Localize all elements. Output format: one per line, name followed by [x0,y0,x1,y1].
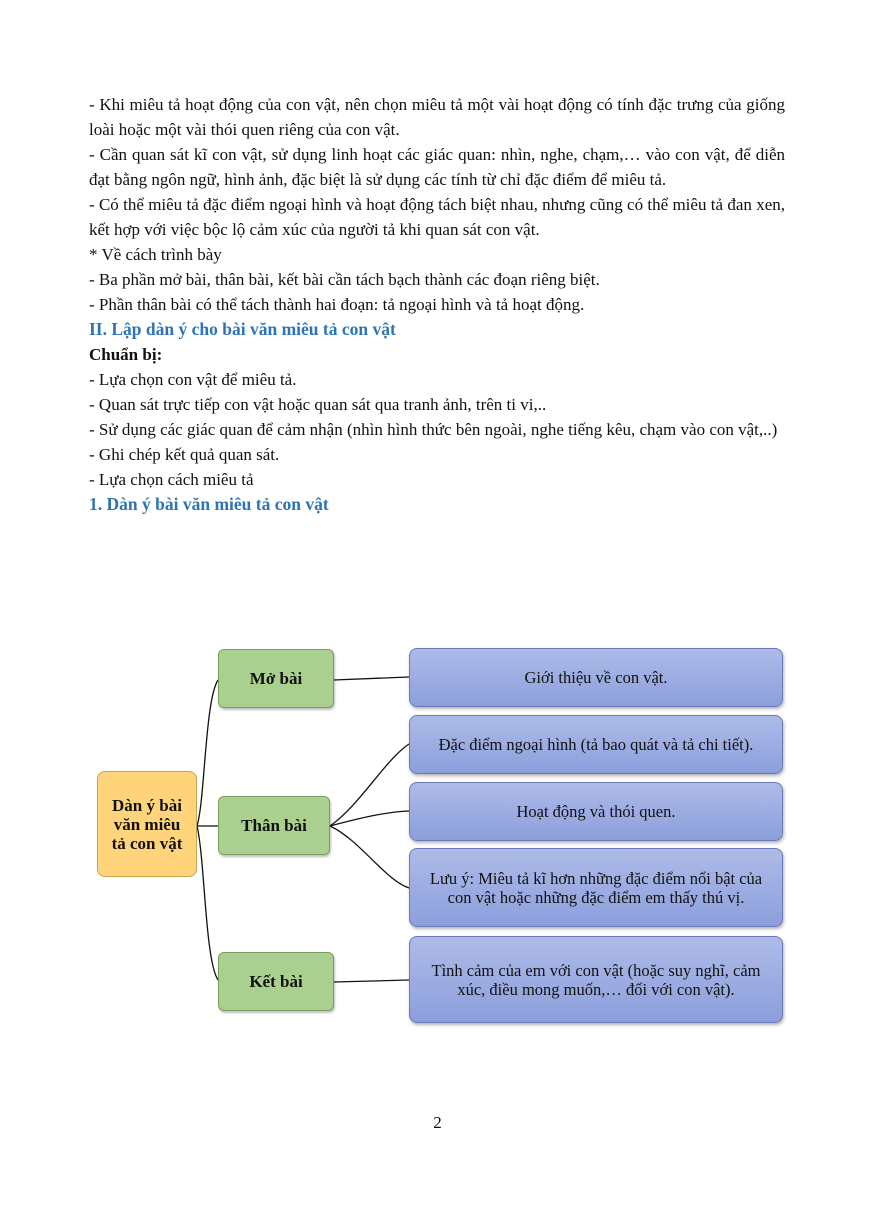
prep-item: - Lựa chọn con vật để miêu tả. [89,370,297,389]
than-bai-leaf-1-text: Đặc điểm ngoại hình (tả bao quát và tả chi tiết). [438,735,754,754]
prep-item: - Lựa chọn cách miêu tả [89,470,254,489]
than-bai-leaf-1 [409,715,783,774]
prep-label: Chuẩn bị: [89,345,163,364]
paragraph: * Về cách trình bày [89,245,222,264]
connector-than-bai-leaf-2 [330,811,409,826]
ket-bai-node [218,952,334,1011]
connector-root-ket-bai [197,826,218,980]
connector-root-mo-bai [197,680,218,826]
ket-bai-leaf-text: Tình cảm của em với con vật (hoặc suy nghĩ, cảm xúc, điều mong muốn,… đối với con vật). [431,960,761,999]
mo-bai-leaf-text: Giới thiệu về con vật. [524,668,668,687]
page-number: 2 [433,1113,442,1132]
prep-item: - Quan sát trực tiếp con vật hoặc quan sát qua tranh ảnh, trên ti vi,.. [89,395,547,414]
root-node [97,771,197,877]
prep-item: - Sử dụng các giác quan để cảm nhận (nhìn hình thức bên ngoài, nghe tiếng kêu, chạm vào con vật,..) [89,420,778,439]
connector-than-bai-leaf-3 [330,826,409,888]
paragraph: - Cần quan sát kĩ con vật, sử dụng linh hoạt các giác quan: nhìn, nghe, chạm,… vào con vật, để diễn đạt bằng ngôn ngữ, hình ảnh, đặc biệt là sử dụng các tính từ chỉ đặc điểm để miêu tả. [89,145,785,189]
than-bai-leaf-3-text: Lưu ý: Miêu tả kĩ hơn những đặc điểm nổi bật của con vật hoặc những đặc điểm em thấy thú vị. [429,868,763,907]
prep-item: - Ghi chép kết quả quan sát. [89,445,280,464]
than-bai-leaf-3 [409,848,783,927]
connector-than-bai-leaf-1 [330,744,409,826]
paragraph: - Ba phần mở bài, thân bài, kết bài cần tách bạch thành các đoạn riêng biệt. [89,270,600,289]
than-bai-label: Thân bài [241,816,307,835]
mo-bai-label: Mở bài [249,669,303,688]
connector-ket-bai-leaf [334,980,409,982]
than-bai-leaf-2-text: Hoạt động và thói quen. [516,802,676,821]
connector-mo-bai-leaf [334,677,409,680]
than-bai-leaf-2 [409,782,783,841]
than-bai-node [218,796,330,855]
mo-bai-node [218,649,334,708]
mo-bai-leaf [409,648,783,707]
ket-bai-leaf [409,936,783,1023]
paragraph: - Khi miêu tả hoạt động của con vật, nên chọn miêu tả một vài hoạt động có tính đặc trưng của giống loài hoặc một vài thói quen riêng của con vật. [89,95,785,139]
root-label: Dàn ý bài văn miêu tả con vật [111,795,183,853]
paragraph: - Có thể miêu tả đặc điểm ngoại hình và hoạt động tách biệt nhau, nhưng cũng có thể miêu tả đan xen, kết hợp với việc bộc lộ cảm xúc của người tả khi quan sát con vật. [89,195,785,239]
paragraph: - Phần thân bài có thể tách thành hai đoạn: tả ngoại hình và tả hoạt động. [89,295,585,314]
ket-bai-label: Kết bài [249,972,303,991]
section-heading: II. Lập dàn ý cho bài văn miêu tả con vật [89,319,396,339]
sub-heading: 1. Dàn ý bài văn miêu tả con vật [89,494,329,514]
